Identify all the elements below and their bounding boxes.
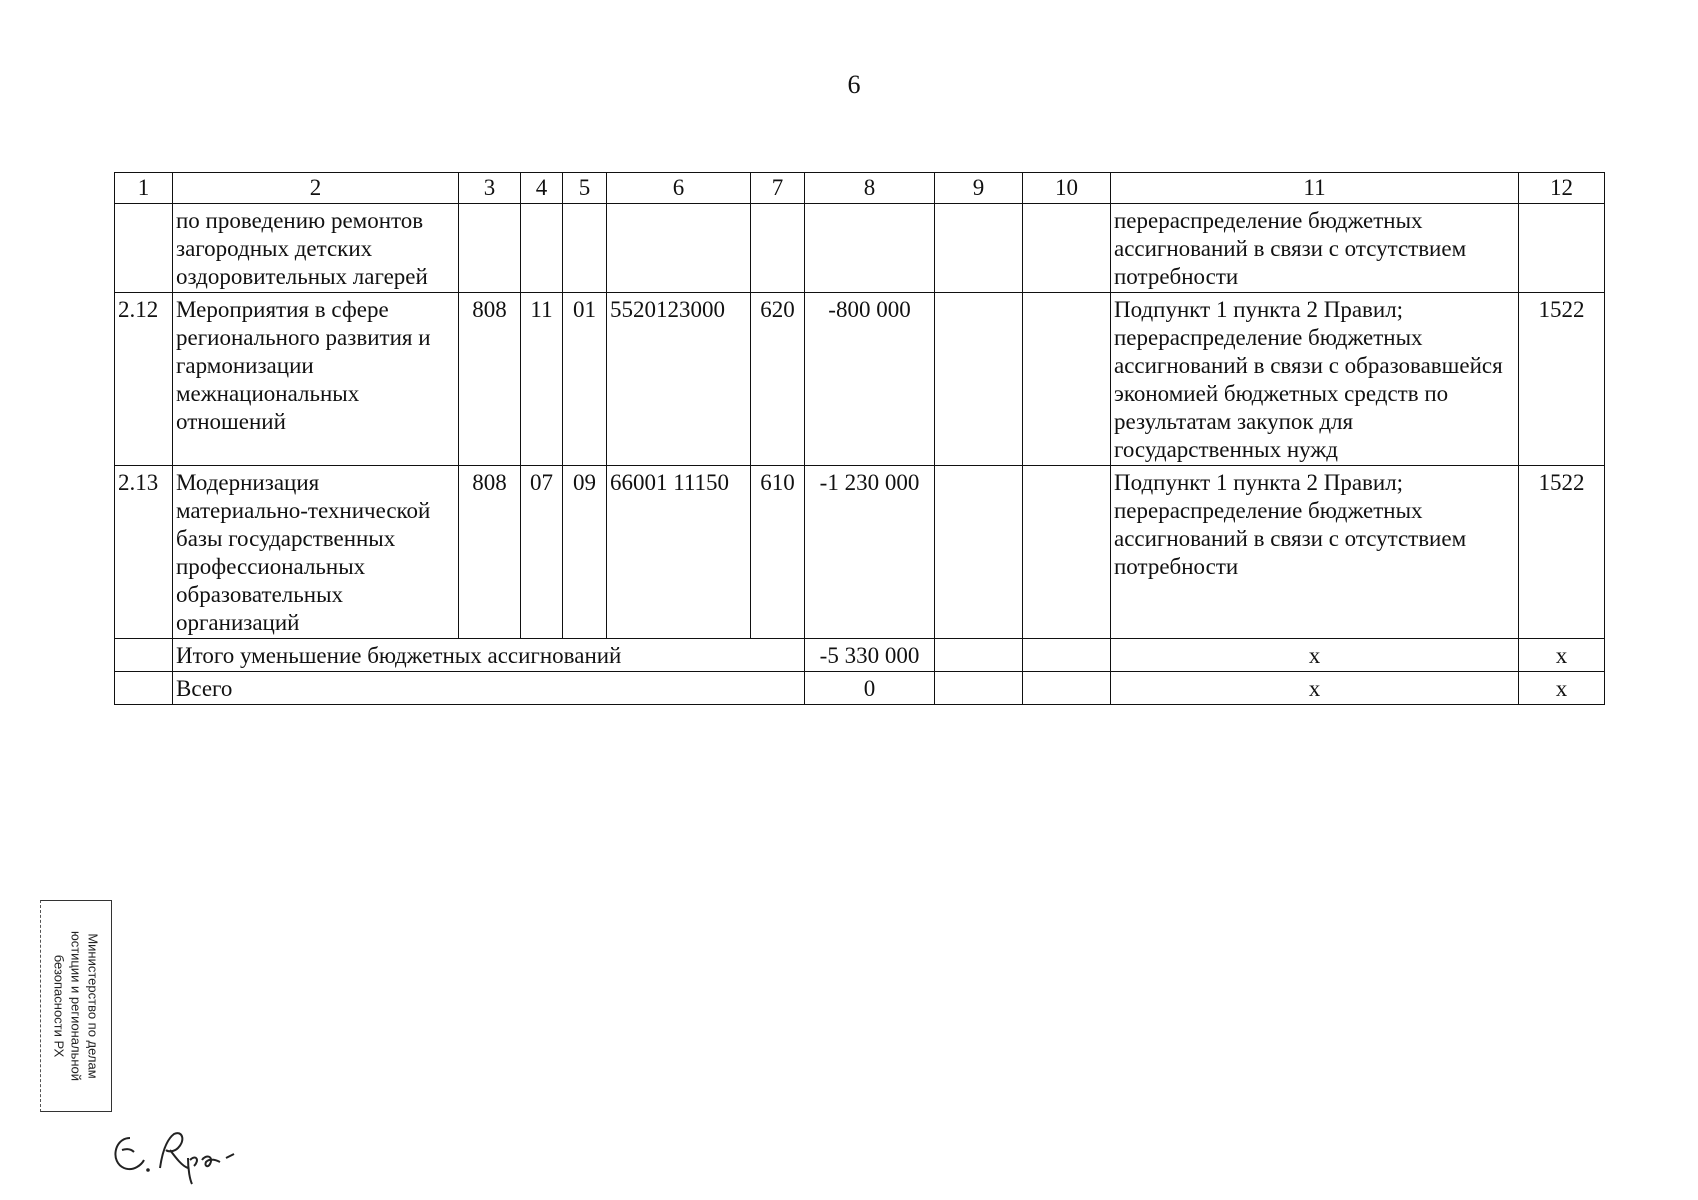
table-header-row — [115, 173, 1605, 204]
cell-c3: 808 — [459, 466, 521, 639]
header-cell: 4 — [521, 173, 563, 204]
grand-total-c12: х — [1519, 672, 1605, 705]
row-description: Модернизация материально-технической базы государственных профессиональных образовательных организаций — [173, 466, 459, 639]
grand-total-row — [115, 672, 1605, 705]
header-cell: 5 — [563, 173, 607, 204]
cell-c5 — [563, 204, 607, 293]
cell-c10 — [1023, 672, 1111, 705]
handwritten-signature — [104, 1118, 244, 1188]
table-row — [115, 466, 1605, 639]
row-number — [115, 204, 173, 293]
cell-c1 — [115, 639, 173, 672]
header-cell: 12 — [1519, 173, 1605, 204]
row-description: по проведению ремонтов загородных детских оздоровительных лагерей — [173, 204, 459, 293]
cell-c10 — [1023, 293, 1111, 466]
row-description: Мероприятия в сфере регионального развития и гармонизации межнациональных отношений — [173, 293, 459, 466]
stamp-line: юстиции и региональной — [68, 930, 84, 1082]
cell-c8 — [805, 204, 935, 293]
grand-total-c11: х — [1111, 672, 1519, 705]
header-cell: 3 — [459, 173, 521, 204]
cell-c10 — [1023, 466, 1111, 639]
stamp-line: Министерство по делам — [85, 933, 101, 1079]
stamp-line: безопасности РХ — [51, 954, 67, 1058]
cell-c5: 09 — [563, 466, 607, 639]
header-cell: 8 — [805, 173, 935, 204]
header-cell: 2 — [173, 173, 459, 204]
cell-c12: 1522 — [1519, 293, 1605, 466]
row-number: 2.12 — [115, 293, 173, 466]
cell-c6: 5520123000 — [607, 293, 751, 466]
cell-c3: 808 — [459, 293, 521, 466]
total-label: Итого уменьшение бюджетных ассигнований — [173, 639, 805, 672]
header-cell: 1 — [115, 173, 173, 204]
cell-c9 — [935, 204, 1023, 293]
cell-c9 — [935, 639, 1023, 672]
cell-c4 — [521, 204, 563, 293]
total-row — [115, 639, 1605, 672]
table-row — [115, 204, 1605, 293]
row-basis: Подпункт 1 пункта 2 Правил; перераспределение бюджетных ассигнований в связи с отсутствием потребности — [1111, 466, 1519, 639]
cell-c7: 610 — [751, 466, 805, 639]
cell-c4: 11 — [521, 293, 563, 466]
row-basis: Подпункт 1 пункта 2 Правил; перераспределение бюджетных ассигнований в связи с образовавшейся экономией бюджетных средств по результатам закупок для государственных нужд — [1111, 293, 1519, 466]
cell-c12 — [1519, 204, 1605, 293]
grand-total-label: Всего — [173, 672, 805, 705]
cell-c10 — [1023, 204, 1111, 293]
cell-c7 — [751, 204, 805, 293]
cell-c9 — [935, 466, 1023, 639]
cell-c9 — [935, 293, 1023, 466]
table-row — [115, 293, 1605, 466]
stamp-text — [51, 901, 102, 1111]
row-basis: перераспределение бюджетных ассигнований в связи с отсутствием потребности — [1111, 204, 1519, 293]
page-number: 6 — [847, 70, 861, 99]
budget-table — [114, 172, 1605, 705]
cell-c7: 620 — [751, 293, 805, 466]
ministry-stamp — [40, 900, 112, 1112]
cell-c10 — [1023, 639, 1111, 672]
header-cell: 9 — [935, 173, 1023, 204]
cell-c4: 07 — [521, 466, 563, 639]
header-cell: 10 — [1023, 173, 1111, 204]
total-amount: -5 330 000 — [805, 639, 935, 672]
cell-c12: 1522 — [1519, 466, 1605, 639]
total-c11: х — [1111, 639, 1519, 672]
cell-c6: 66001 11150 — [607, 466, 751, 639]
header-cell: 6 — [607, 173, 751, 204]
row-number: 2.13 — [115, 466, 173, 639]
header-cell: 11 — [1111, 173, 1519, 204]
cell-c6 — [607, 204, 751, 293]
cell-c1 — [115, 672, 173, 705]
cell-c8: -800 000 — [805, 293, 935, 466]
cell-c3 — [459, 204, 521, 293]
total-c12: х — [1519, 639, 1605, 672]
header-cell: 7 — [751, 173, 805, 204]
cell-c8: -1 230 000 — [805, 466, 935, 639]
cell-c9 — [935, 672, 1023, 705]
cell-c5: 01 — [563, 293, 607, 466]
grand-total-amount: 0 — [805, 672, 935, 705]
